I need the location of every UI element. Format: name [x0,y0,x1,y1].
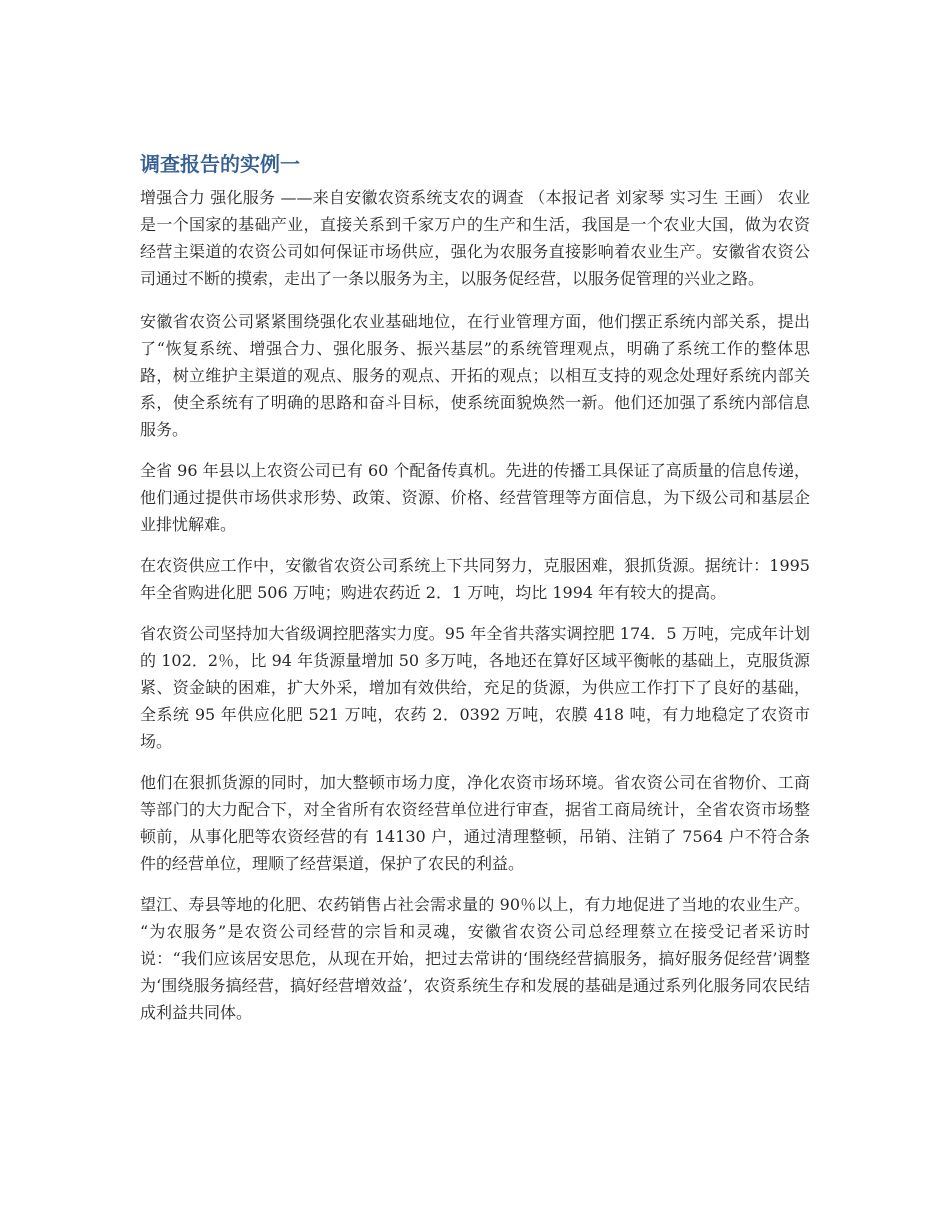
paragraph-regulated-fertilizer: 省农资公司坚持加大省级调控肥落实力度。95 年全省共落实调控肥 174．5 万吨，完成年计划的 102．2％，比 94 年货源量增加 50 多万吨，各地还在算好区域平衡帐的基础上，克服货源紧、资金缺的困难，扩大外采，增加有效供给，充足的货源，为供应工作打下了良好的基础，全系统 95 年供应化肥 521 万吨，农药 2．0392 万吨，农膜 418 吨，有力地稳定了农资市场。 [140,624,810,751]
paragraph-supply-statistics: 在农资供应工作中，安徽省农资公司系统上下共同努力，克服困难，狠抓货源。据统计：1995 年全省购进化肥 506 万吨；购进农药近 2．1 万吨，均比 1994 年有较大的提高。 [140,556,810,602]
document-title: 调查报告的实例一 [140,152,300,176]
paragraph-market-rectification: 他们在狠抓货源的同时，加大整顿市场力度，净化农资市场环境。省农资公司在省物价、工商等部门的大力配合下，对全省所有农资经营单位进行审查，据省工商局统计，全省农资市场整顿前，从事化肥等农资经营的有 14130 户，通过清理整顿，吊销、注销了 7564 户不符合条件的经营单位，理顺了经营渠道，保护了农民的利益。 [140,773,810,873]
paragraph-system-management: 安徽省农资公司紧紧围绕强化农业基础地位，在行业管理方面，他们摆正系统内部关系，提出了“恢复系统、增强合力、强化服务、振兴基层”的系统管理观点，明确了系统工作的整体思路，树立维护主渠道的观点、服务的观点、开拓的观点；以相互支持的观念处理好系统内部关系，使全系统有了明确的思路和奋斗目标，使系统面貌焕然一新。他们还加强了系统内部信息服务。 [140,312,810,439]
document-page [140,150,810,1040]
paragraph-serve-farmers: 望江、寿县等地的化肥、农药销售占社会需求量的 90％以上，有力地促进了当地的农业生产。 “为农服务”是农资公司经营的宗旨和灵魂，安徽省农资公司总经理蔡立在接受记者采访时说：“我们应该居安思危，从现在开始，把过去常讲的‘围绕经营搞服务，搞好服务促经营’调整为‘围绕服务搞经营，搞好经营增效益’，农资系统生存和发展的基础是通过系列化服务同农民结成利益共同体。 [140,895,810,1022]
paragraph-intro: 增强合力 强化服务 ——来自安徽农资系统支农的调查 （本报记者 刘家琴 实习生 王画） 农业是一个国家的基础产业，直接关系到千家万户的生产和生活，我国是一个农业大国，做为农资经营主渠道的农资公司如何保证市场供应，强化为农服务直接影响着农业生产。安徽省农资公司通过不断的摸索，走出了一条以服务为主，以服务促经营，以服务促管理的兴业之路。 [140,188,810,288]
paragraph-information-service: 全省 96 年县以上农资公司已有 60 个配备传真机。先进的传播工具保证了高质量的信息传递，他们通过提供市场供求形势、政策、资源、价格、经营管理等方面信息，为下级公司和基层企业排忧解难。 [140,461,810,534]
